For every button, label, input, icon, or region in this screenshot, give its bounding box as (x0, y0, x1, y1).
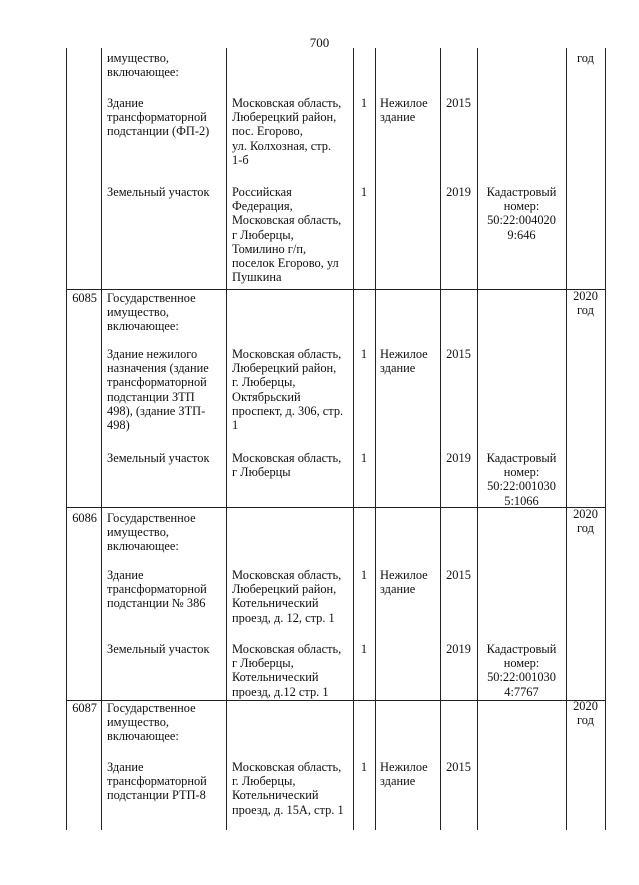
item-address: Люберецкий район, (232, 361, 337, 376)
item-year: 2015 (446, 760, 471, 774)
item-address: проезд, д. 15А, стр. 1 (232, 802, 344, 817)
item-type: здание (380, 582, 416, 597)
item-address: ул. Колхозная, стр. (232, 138, 332, 153)
item-address: пос. Егорово, (232, 124, 303, 139)
item-type: Нежилое (380, 568, 428, 582)
record-year: год (577, 521, 594, 536)
item-name: подстанции РТП-8 (107, 788, 206, 803)
item-quantity: 1 (360, 568, 368, 582)
record-heading: имущество, (107, 51, 169, 65)
item-address: г Люберцы, (232, 227, 294, 242)
item-address: поселок Егорово, ул (232, 256, 339, 270)
item-quantity: 1 (360, 760, 368, 774)
record-heading: имущество, (107, 715, 169, 730)
record-heading: включающее: (107, 729, 179, 744)
item-type: здание (380, 110, 416, 125)
item-address: Люберецкий район, (232, 582, 337, 597)
record-heading: включающее: (107, 539, 179, 554)
item-name: трансформаторной (107, 582, 207, 597)
column-border (226, 48, 227, 830)
item-cadastral-note: 5:1066 (504, 493, 539, 508)
item-year: 2019 (446, 451, 471, 465)
item-cadastral-note: номер: (503, 656, 540, 671)
item-address: Люберецкий район, (232, 110, 337, 125)
item-name: трансформаторной (107, 110, 207, 125)
record-heading: имущество, (107, 525, 169, 540)
item-name: Земельный участок (107, 185, 210, 199)
item-name: 498) (107, 418, 130, 432)
item-address: г Люберцы (232, 465, 291, 480)
item-address: 1 (232, 418, 239, 432)
record-heading: Государственное (107, 291, 196, 305)
item-address: г. Люберцы, (232, 375, 296, 390)
item-address: Московская область, (232, 642, 342, 656)
column-border (375, 48, 376, 830)
item-address: Московская область, (232, 760, 342, 774)
item-address: г. Люберцы, (232, 774, 296, 789)
item-name: Здание (107, 760, 144, 774)
item-address: г Люберцы, (232, 656, 294, 671)
item-cadastral-note: 50:22:004020 (487, 213, 556, 228)
item-cadastral-note: номер: (503, 465, 540, 480)
record-year: год (577, 51, 594, 65)
item-quantity: 1 (360, 347, 368, 361)
column-border (605, 48, 606, 830)
item-address: Октябрьский (232, 389, 301, 404)
item-name: подстанции ЗТП (107, 389, 195, 404)
item-cadastral-note: Кадастровый (486, 642, 557, 656)
record-year: год (577, 303, 594, 318)
row-border (66, 289, 605, 290)
item-name: трансформаторной (107, 375, 207, 390)
record-year: 2020 (573, 699, 598, 713)
item-type: Нежилое (380, 347, 428, 361)
item-cadastral-note: Кадастровый (486, 451, 557, 465)
item-address: Московская область, (232, 213, 342, 228)
item-year: 2015 (446, 96, 471, 110)
column-border (440, 48, 441, 830)
item-address: 1-б (232, 152, 249, 167)
item-year: 2019 (446, 642, 471, 656)
item-address: Котельнический (232, 596, 319, 611)
item-cadastral-note: Кадастровый (486, 185, 557, 199)
item-name: Здание (107, 568, 144, 582)
item-cadastral-note: 4:7767 (504, 684, 539, 699)
item-address: проспект, д. 306, стр. (232, 403, 344, 418)
record-number: 6087 (72, 701, 97, 715)
item-cadastral-note: 50:22:001030 (487, 479, 556, 494)
item-name: Здание нежилого (107, 347, 198, 361)
item-address: Московская область, (232, 451, 342, 465)
item-address: Федерация, (232, 199, 293, 214)
record-heading: включающее: (107, 319, 179, 334)
item-address: проезд, д. 12, стр. 1 (232, 610, 335, 625)
item-name: Земельный участок (107, 451, 210, 465)
item-name: 498), (здание ЗТП- (107, 403, 206, 418)
item-name: подстанции (ФП-2) (107, 124, 210, 139)
item-year: 2019 (446, 185, 471, 199)
item-address: Московская область, (232, 347, 342, 361)
item-name: назначения (здание (107, 361, 209, 376)
item-cadastral-note: номер: (503, 199, 540, 214)
item-quantity: 1 (360, 642, 368, 656)
item-name: подстанции № 386 (107, 596, 206, 611)
item-quantity: 1 (360, 185, 368, 199)
item-address: Котельнический (232, 788, 319, 803)
item-address: проезд, д.12 стр. 1 (232, 684, 329, 699)
item-address: Котельнический (232, 670, 319, 685)
item-address: Московская область, (232, 96, 342, 110)
column-border (101, 48, 102, 830)
column-border (477, 48, 478, 830)
item-type: Нежилое (380, 96, 428, 110)
record-number: 6085 (72, 291, 97, 305)
item-type: Нежилое (380, 760, 428, 774)
record-heading: Государственное (107, 701, 196, 715)
item-address: Томилино г/п, (232, 241, 307, 256)
record-number: 6086 (72, 511, 97, 525)
item-cadastral-note: 9:646 (507, 227, 536, 242)
record-heading: имущество, (107, 305, 169, 320)
record-year: год (577, 713, 594, 728)
column-border (353, 48, 354, 830)
item-name: трансформаторной (107, 774, 207, 789)
record-heading: Государственное (107, 511, 196, 525)
item-type: здание (380, 361, 416, 376)
column-border (66, 48, 67, 830)
item-year: 2015 (446, 568, 471, 582)
page-number: 700 (309, 35, 330, 50)
item-quantity: 1 (360, 96, 368, 110)
item-address: Московская область, (232, 568, 342, 582)
record-year: 2020 (573, 289, 598, 303)
record-year: 2020 (573, 507, 598, 521)
item-name: Здание (107, 96, 144, 110)
item-address: Пушкина (232, 270, 282, 285)
record-heading: включающее: (107, 65, 179, 80)
item-year: 2015 (446, 347, 471, 361)
item-cadastral-note: 50:22:001030 (487, 670, 556, 685)
item-address: Российская (232, 185, 292, 199)
item-name: Земельный участок (107, 642, 210, 656)
item-quantity: 1 (360, 451, 368, 465)
item-type: здание (380, 774, 416, 789)
